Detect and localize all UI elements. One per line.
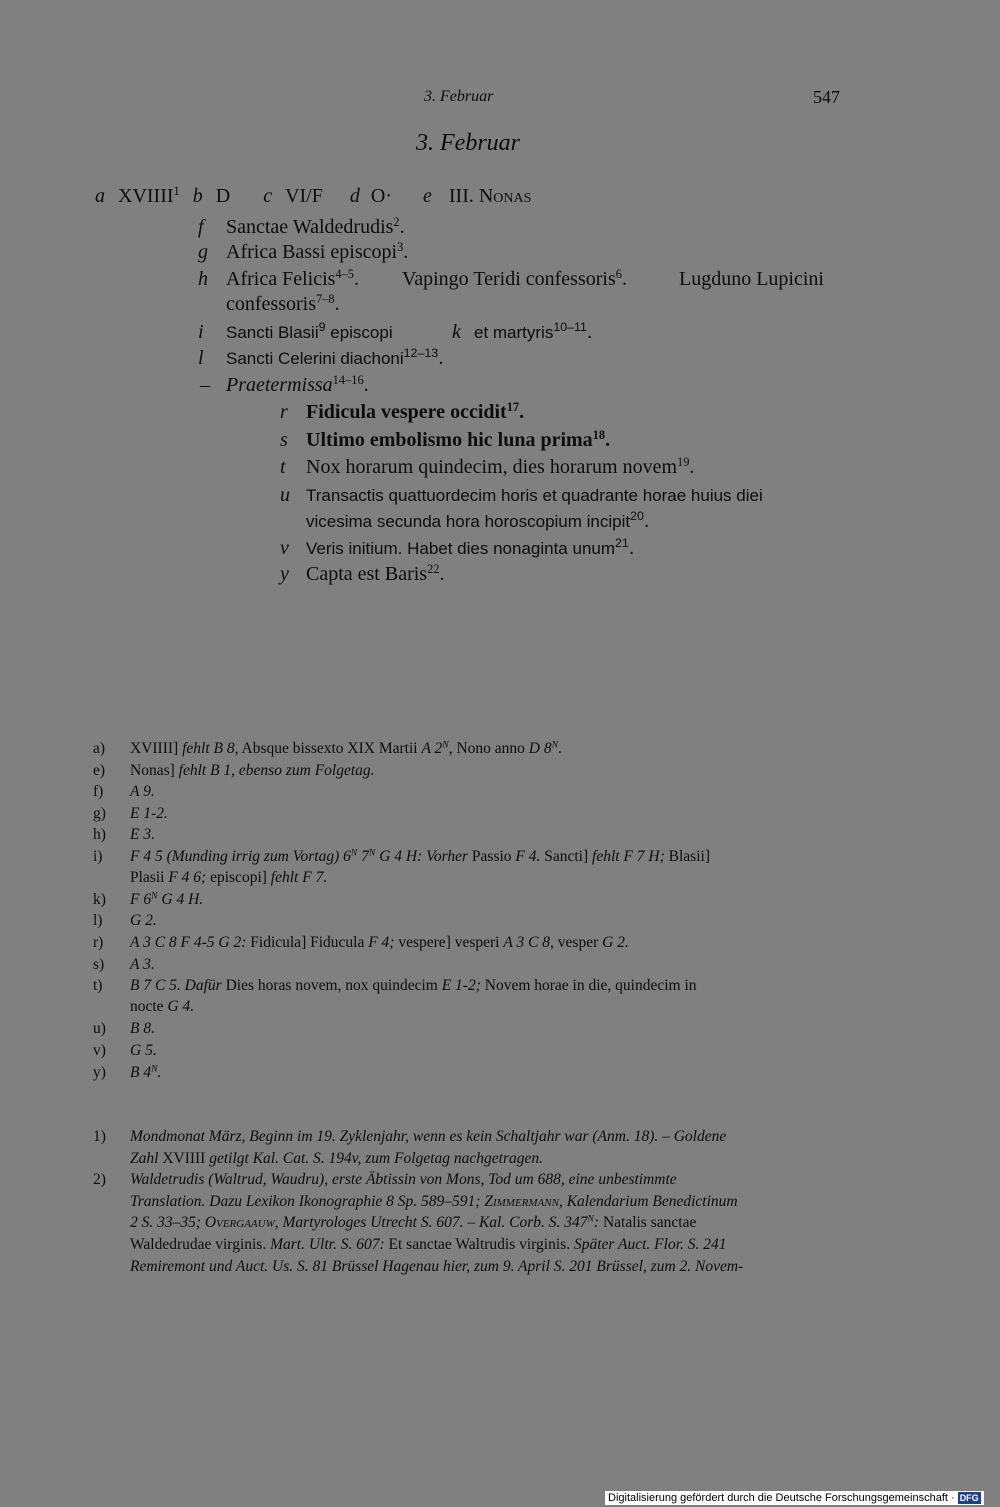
entry-text: Sancti Blasii <box>226 323 319 342</box>
footnote-ref: 14–16 <box>332 373 364 388</box>
entry-letter: f <box>198 216 204 238</box>
entry-text: Africa Felicis <box>226 268 336 290</box>
apparatus-note-h: E 3. <box>130 826 155 843</box>
apparatus-label: h) <box>93 826 106 843</box>
footnote-ref: 3 <box>397 240 404 255</box>
punctuation: . <box>438 347 444 369</box>
page-number: 547 <box>813 87 840 107</box>
note-1-line1: Mondmonat März, Beginn im 19. Zyklenjahr, wenn es kein Schaltjahr war (Anm. 18). – Goldene <box>130 1128 727 1145</box>
footnote-ref: 21 <box>615 536 629 551</box>
footnote-ref: 7–8 <box>315 292 335 307</box>
punctuation: . <box>403 241 409 263</box>
entry-i <box>198 321 393 344</box>
apparatus-label: e) <box>93 762 106 779</box>
entry-letter: h <box>198 268 208 290</box>
note-1-line2: Zahl XVIIII getilgt Kal. Cat. S. 194v, zum Folgetag nachgetragen. <box>130 1150 544 1167</box>
apparatus-label: y) <box>93 1064 106 1081</box>
punctuation: . <box>439 563 445 585</box>
apparatus-label: r) <box>93 934 104 951</box>
footnote-ref: 18 <box>592 428 606 443</box>
note-2-line3: 2 S. 33–35; Overgaauw, Martyrologes Utrecht S. 607. – Kal. Corb. S. $347^N$: Natalis sanctae <box>130 1213 697 1231</box>
apparatus-note-i-line2: Plasii F 4 6; episcopi] fehlt F 7. <box>130 869 328 886</box>
entry-text: episcopi <box>325 323 393 342</box>
punctuation: . <box>605 429 611 451</box>
entry-letter: k <box>452 321 461 343</box>
entry-text: Transactis quattuordecim horis et quadrante horae huius diei <box>306 486 763 505</box>
calendar-letter-b: b <box>192 185 203 207</box>
apparatus-label: t) <box>93 977 103 994</box>
entry-text: Praetermissa <box>226 374 333 396</box>
punctuation: . <box>363 374 369 396</box>
moon-sign: O· <box>370 185 392 207</box>
entry-h-part3: Lugduno Lupicini <box>679 268 824 290</box>
entry-text: Sanctae Waldedrudis <box>226 216 394 238</box>
entry-k <box>452 321 592 344</box>
entry-r <box>280 401 524 424</box>
dfg-logo: DFG <box>959 1493 979 1503</box>
calendar-letter-c: c <box>263 185 273 207</box>
epact-value: VI/F <box>285 185 323 207</box>
entry-u-line2 <box>306 510 649 533</box>
entry-letter: l <box>198 347 204 369</box>
punctuation: . <box>643 510 650 532</box>
apparatus-note-y: B $4^N$. <box>130 1063 162 1081</box>
credit-text: Digitalisierung gefördert durch die Deutsche Forschungsgemeinschaft · <box>608 1492 955 1504</box>
entry-letter: u <box>280 484 290 506</box>
entry-y <box>280 563 444 586</box>
entry-text: confessoris <box>226 293 316 315</box>
dash: – <box>200 374 210 396</box>
punctuation: . <box>354 268 359 290</box>
note-2-line1: Waldetrudis (Waltrud, Waudru), erste Äbtissin von Mons, Tod um 688, eine unbestimmte <box>130 1171 677 1188</box>
note-label: 2) <box>93 1171 106 1188</box>
apparatus-note-v: G 5. <box>130 1042 157 1059</box>
punctuation: . <box>334 293 340 315</box>
entry-text: Ultimo embolismo hic luna prima <box>306 429 593 451</box>
apparatus-note-r: A 3 C 8 F 4-5 G 2: Fidicula] Fiducula F 4; vespere] vesperi A 3 C 8, vesper G 2. <box>130 934 629 951</box>
entry-letter: r <box>280 401 288 423</box>
apparatus-label: f) <box>93 783 104 800</box>
entry-h-part4 <box>226 293 340 316</box>
entry-letter: v <box>280 537 289 559</box>
entry-text: Sancti Celerini diachoni <box>226 349 404 368</box>
golden-number: XVIIII <box>118 185 174 207</box>
apparatus-note-l: G 2. <box>130 912 157 929</box>
dominical-letter: D <box>215 185 231 207</box>
entry-text: Fidicula vespere occidit <box>306 401 507 423</box>
calendar-line <box>95 185 531 208</box>
footnote-ref: 22 <box>427 562 440 577</box>
footnote-ref: 10–11 <box>553 320 587 335</box>
page-title: 3. Februar <box>416 130 520 156</box>
footnote-ref: 17 <box>506 400 520 415</box>
entry-text: vicesima secunda hora horoscopium incipit <box>306 512 631 531</box>
apparatus-label: k) <box>93 891 106 908</box>
entry-text: Veris initium. Habet dies nonaginta unum <box>306 539 616 558</box>
footnote-ref: 9 <box>318 320 326 335</box>
apparatus-note-a: XVIIII] fehlt B 8, Absque bissexto XIX Martii A $2^N$, Nono anno D $8^N$. <box>130 739 562 757</box>
apparatus-note-t: B 7 C 5. Dafür Dies horas novem, nox quindecim E 1-2; Novem horae in die, quindecim in <box>130 977 697 994</box>
apparatus-note-e: Nonas] fehlt B 1, ebenso zum Folgetag. <box>130 762 375 779</box>
calendar-letter-e: e <box>422 185 432 207</box>
apparatus-note-k: F $6^N$ G 4 H. <box>130 890 204 908</box>
apparatus-note-s: A 3. <box>130 956 155 973</box>
running-title: 3. Februar <box>424 88 494 105</box>
apparatus-label: a) <box>93 740 106 757</box>
apparatus-note-g: E 1-2. <box>130 805 168 822</box>
calendar-letter-a: a <box>95 185 105 207</box>
footnote-ref: 4–5 <box>335 267 354 282</box>
entry-letter: s <box>280 429 288 451</box>
entry-text: et martyris <box>474 323 554 342</box>
punctuation: . <box>519 401 525 423</box>
entry-f <box>198 216 405 239</box>
apparatus-label: g) <box>93 805 106 822</box>
apparatus-note-f: A 9. <box>130 783 155 800</box>
entry-letter: y <box>280 563 289 585</box>
entry-h-part2 <box>402 268 627 291</box>
entry-h <box>198 268 359 291</box>
digitization-credit <box>605 1491 984 1505</box>
footnote-ref: 19 <box>677 455 690 470</box>
apparatus-note-i: F 4 5 (Munding irrig zum Vortag) $6^N$ $7^N$ G 4 H: Vorher Passio F 4. Sancti] fehlt F 7 H; Blasii] <box>130 847 710 865</box>
note-2-line5: Remiremont und Auct. Us. S. 81 Brüssel Hagenau hier, zum 9. April S. 201 Brüssel, zum 2. Novem- <box>130 1258 744 1275</box>
footnote-ref: 12–13 <box>403 346 439 361</box>
entry-text: Nox horarum quindecim, dies horarum novem <box>306 456 678 478</box>
entry-letter: t <box>280 456 286 478</box>
calendar-letter-d: d <box>349 185 360 207</box>
apparatus-label: s) <box>93 956 105 973</box>
punctuation: . <box>689 456 695 478</box>
punctuation: . <box>621 268 627 290</box>
footnote-ref: 1 <box>173 184 180 199</box>
entry-t <box>280 456 694 479</box>
entry-text: Capta est Baris <box>306 563 428 585</box>
note-label: 1) <box>93 1128 106 1145</box>
entry-s <box>280 429 610 452</box>
apparatus-label: u) <box>93 1020 106 1037</box>
footnote-ref: 6 <box>615 267 622 282</box>
punctuation: . <box>399 216 405 238</box>
entry-letter: g <box>198 241 208 263</box>
apparatus-label: v) <box>93 1042 106 1059</box>
footnote-ref: 2 <box>393 215 400 230</box>
entry-text: Vapingo Teridi confessoris <box>402 268 616 290</box>
entry-l <box>198 347 444 370</box>
entry-v <box>280 537 634 560</box>
entry-letter: i <box>198 321 204 343</box>
entry-g <box>198 241 408 264</box>
note-2-line4: Waldedrudae virginis. Mart. Ultr. S. 607: Et sanctae Waltrudis virginis. Später Auct. Flor. S. 241 <box>130 1236 727 1253</box>
apparatus-label: l) <box>93 912 103 929</box>
punctuation: . <box>628 537 635 559</box>
roman-date: III. Nonas <box>448 185 532 207</box>
punctuation: . <box>586 321 593 343</box>
praetermissa <box>200 374 369 397</box>
footnote-ref: 20 <box>630 509 644 524</box>
entry-text: Africa Bassi episcopi <box>226 241 398 263</box>
note-2-line2: Translation. Dazu Lexikon Ikonographie 8 Sp. 589–591; Zimmermann, Kalendarium Benedictinum <box>130 1193 738 1210</box>
apparatus-note-t-line2: nocte G 4. <box>130 998 195 1015</box>
apparatus-note-u: B 8. <box>130 1020 155 1037</box>
entry-u <box>280 484 763 507</box>
apparatus-label: i) <box>93 848 103 865</box>
